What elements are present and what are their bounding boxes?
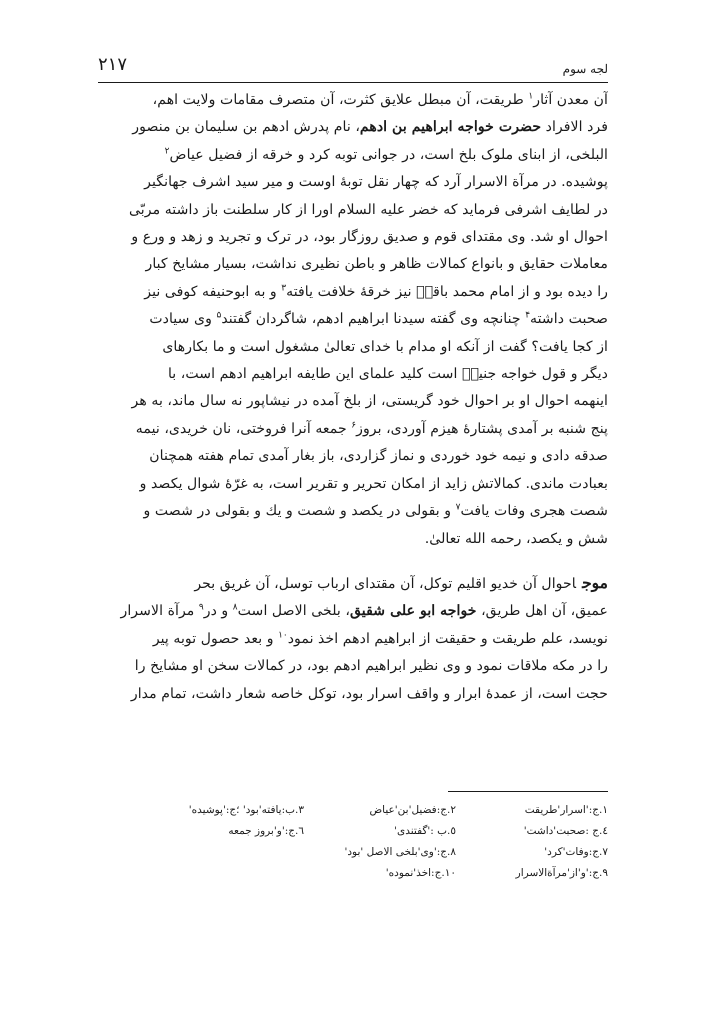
footnote-marker: ۴ [525,310,531,321]
page-number: ۲۱۷ [98,54,128,75]
running-head: لجه سوم [562,62,608,76]
text-line: آن معدن آثار$^۱$ طریقت، آن مبطل علایق کثرت، آن متصرف مقامات ولایت اهم، [152,91,608,108]
footnote-5: ٥.ب :'گفتندی' [394,825,456,837]
text-line: در لطایف اشرفی فرماید که خضر علیه السلام اورا از کار سلطنت باز داشته مربّی [128,201,608,218]
footnote-marker: ۱۰ [278,629,288,640]
text-line: پوشیده. در مرآة الاسرار آرد که چهار نقل توبهٔ اوست و میر سید اشرف جهانگیر [144,174,608,191]
text-line: البلخی، از ابنای ملوک بلخ است، در جوانی توبه کرد و خرقه از فضیل عیاض$^۲$ [164,146,608,163]
text-line: را دیده بود و از امام محمد باقرؒ نیز خرقهٔ خلافت یافته$^۳$ و به ابوحنیفه کوفی نیز [144,283,608,300]
paragraph-shaqiq-balkhi [98,569,608,708]
footnote-row [150,800,608,821]
footnote-marker: ۷ [455,502,461,513]
text-line: حجت است، از عمدهٔ ابرار و واقف اسرار بود، توکل خاصه شعار داشت، تمام مدار [130,685,608,702]
footnote-marker: ۱ [528,91,534,102]
footnote-row [150,821,608,842]
text-line: شصت هجری وفات یافت$^۷$ و بقولی در یکصد و شصت و یك و بقولی در شصت و [143,502,608,520]
footnote-marker: ۵ [216,310,222,321]
section-heading-mawj: موج [582,572,608,592]
footnote-marker: ۸ [232,602,238,613]
text-line: احوال او شد. وی مقتدای قوم و صدیق روزگار بود، در ترک و تجرید و زهد و ورع و [131,229,608,246]
footnote-marker: ۹ [198,602,204,613]
footnote-8: ۸.ج:'وی'بلخی الاصل 'بود' [344,846,456,858]
footnote-10: ۱۰.ج:اخذ'نموده' [385,867,456,879]
text-line: دیگر و قول خواجه جنیدؒ است کلید علمای این طایفه ابراهیم ادهم است، با [167,366,608,383]
footnotes [150,800,608,884]
footnote-4: ٤.ج :صحبت'داشت' [523,825,608,837]
text-line: نویسد، علم طریقت و حقیقت از ابراهیم ادهم اخذ نمود$^{۱۰}$ و بعد حصول توبه پیر [152,629,608,647]
body-text [98,87,608,708]
name-shaqiq: خواجه ابو علی شقیق [349,603,477,620]
text-line: عمیق، آن اهل طریق، خواجه ابو علی شقیق، بلخی الاصل است$^۸$ و در$^۹$ مرآة الاسرار [120,602,608,620]
text-line: شش و یکصد، رحمه الله تعالیٰ. [424,530,608,547]
paragraph-ibrahim-adham [98,87,608,553]
footnote-row [150,842,608,863]
footnote-marker: ۲ [164,146,170,157]
text-line: موجاحوال آن خدیو اقلیم توکل، آن مقتدای ارباب توسل، آن غریق بحر [194,572,608,592]
page-header [98,52,608,82]
text-line: معاملات حقایق و بانواع کمالات ظاهر و باطن نظیری نداشت، بسیار مشایخ کبار [145,256,608,273]
footnote-rule [448,791,608,792]
header-rule [98,82,608,83]
text-line: صحبت داشته$^۴$ چنانچه وی گفته سیدنا ابراهیم ادهم، شاگردان گفتند$^۵$ وی سیادت [149,310,608,328]
text-line: بعبادت ماندی. کمالاتش زاید از امکان تحریر و تقریر است، به غرّهٔ شوال یکصد و [139,475,608,492]
text-line: اینهمه احوال او بر احوال خود گریستی، از بلخ آمده در نیشاپور نه سال ماند، به هر [131,393,608,410]
footnote-marker: ۶ [351,420,357,431]
footnote-row [150,863,608,884]
text-line: از کجا یافت؟ گفت از آنکه او مدام با خدای تعالیٰ مشغول است و ما بکارهای [162,338,608,355]
text-line: فرد الافراد حضرت خواجه ابراهیم بن ادهم، نام پدرش ادهم بن سلیمان بن منصور [132,119,608,136]
name-ibrahim-adham: حضرت خواجه ابراهیم بن ادهم [359,119,542,136]
footnote-marker: ۳ [281,283,287,294]
footnote-7: ۷.ج:وفات'کرد' [544,846,608,858]
footnote-3: ۳.ب:یافته'بود' ؛ج:'پوشیده' [188,804,304,816]
footnote-1: ۱.ج:'اسرار'طریقت [524,804,608,816]
text-line: پنج شنبه بر آمدی پشتارهٔ هیزم آوردی، بروز$^۶$ جمعه آنرا فروختی، نان خریدی، نیمه [135,420,608,437]
text-line: صدقه دادی و نیمه خود خوردی و نماز گزاردی، باز بغار آمدی تمام هفته همچنان [149,448,608,465]
footnote-9: ۹.ج:'و'از'مرآةالاسرار [515,867,608,879]
text-line: را در مکه ملاقات نمود و وی نظیر ابراهیم ادهم بود، در کمالات سخن او مشایخ را [134,658,608,675]
footnote-2: ۲.ج:فضیل'بن'عیاض [369,804,456,816]
footnote-6: ٦.ج:'و'بروز جمعه [228,825,304,837]
